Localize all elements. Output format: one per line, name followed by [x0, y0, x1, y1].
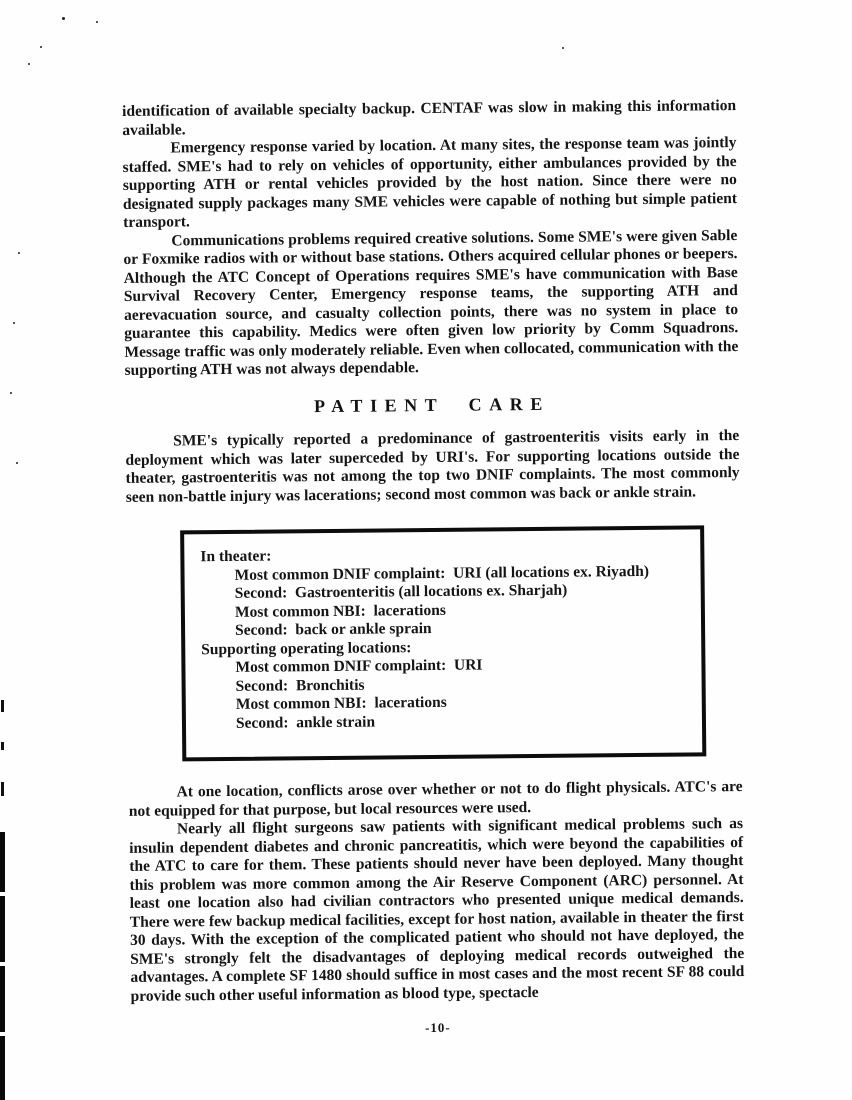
box-line-in-theater: In theater:	[200, 547, 272, 566]
paragraph-communications: Communications problems required creative solutions. Some SME's were given Sable or Foxmike radios with or without base stations. Others acquired cellular phones or beepers. Although the ATC Concept of Operations requires SME's have communication with Base Survival Recovery Center, Emergency response teams, the supporting ATH and aerevacuation source, and casualty collection points, there was no system in place to guarantee this capability. Medics were often given low priority by Comm Squadrons. Message traffic was only moderately reliable. Even when collocated, communication with the supporting ATH was not always dependable.	[123, 226, 739, 379]
page-number: -10-	[424, 1019, 451, 1036]
scan-speck	[28, 63, 30, 65]
box-line: Most common DNIF complaint: URI	[235, 656, 483, 676]
scan-speck	[16, 462, 18, 464]
box-line: Most common NBI: lacerations	[234, 601, 446, 621]
dnif-summary-box	[180, 525, 706, 761]
paragraph-emergency-response: Emergency response varied by location. At many sites, the response team was jointly staffed. SME's had to rely on vehicles of opportunity, either ambulances provided by the supporting ATH or rental vehicles provided by the host nation. Since there were no designated supply packages many SME vehicles were capable of nothing but simple patient transport.	[122, 134, 738, 231]
section-heading-patient-care: PATIENT CARE	[313, 393, 550, 416]
paragraph-continuation: identification of available specialty backup. CENTAF was slow in making this information available.	[122, 97, 737, 139]
scan-left-bar	[0, 832, 5, 1100]
scan-speck	[13, 322, 15, 324]
paragraph-patient-care-intro: SME's typically reported a predominance of gastroenteritis visits early in the deployment which was later superceded by URI's. For supporting locations outside the theater, gastroenteritis was not among the top two DNIF complaints. The most commonly seen non-battle injury was lacerations; second most common was back or ankle strain.	[125, 427, 740, 506]
scan-speck	[562, 47, 564, 49]
box-line: Second: Gastroenteritis (all locations ex. Sharjah)	[234, 581, 568, 602]
paragraph-medical-problems: Nearly all flight surgeons saw patients with significant medical problems such as insulin dependent diabetes and chronic pancreatitis, which were beyond the capabilities of the ATC to care for them. These patients should never have been deployed. Many thought this problem was more common among the Air Reserve Component (ARC) personnel. At least one location also had civilian contractors who presented unique medical demands. There were few backup medical facilities, except for host nation, available in theater the first 30 days. With the exception of the complicated patient who should not have deployed, the SME's strongly felt the disadvantages of deploying medical records outweighed the advantages. A complete SF 1480 should suffice in most cases and the most recent SF 88 could provide such other useful information as blood type, spectacle	[129, 815, 745, 1005]
page-content	[122, 97, 745, 1040]
scan-edge-mark	[1, 742, 4, 750]
box-line: Second: Bronchitis	[235, 676, 365, 695]
scan-speck	[62, 17, 65, 20]
box-line: Second: ankle strain	[235, 713, 376, 732]
box-line: Most common NBI: lacerations	[235, 693, 447, 713]
box-line-supporting-locations: Supporting operating locations:	[201, 638, 412, 658]
box-line: Most common DNIF complaint: URI (all locations ex. Riyadh)	[234, 562, 650, 584]
paragraph-flight-physicals: At one location, conflicts arose over whether or not to do flight physicals. ATC's are not equipped for that purpose, but local resources were used.	[128, 778, 743, 820]
scan-speck	[40, 46, 42, 48]
scan-edge-mark	[1, 700, 4, 712]
box-line: Second: back or ankle sprain	[235, 619, 432, 639]
scan-edge-mark	[1, 782, 4, 796]
scan-speck	[96, 21, 98, 23]
scan-speck	[18, 252, 20, 254]
scan-speck	[10, 392, 12, 394]
